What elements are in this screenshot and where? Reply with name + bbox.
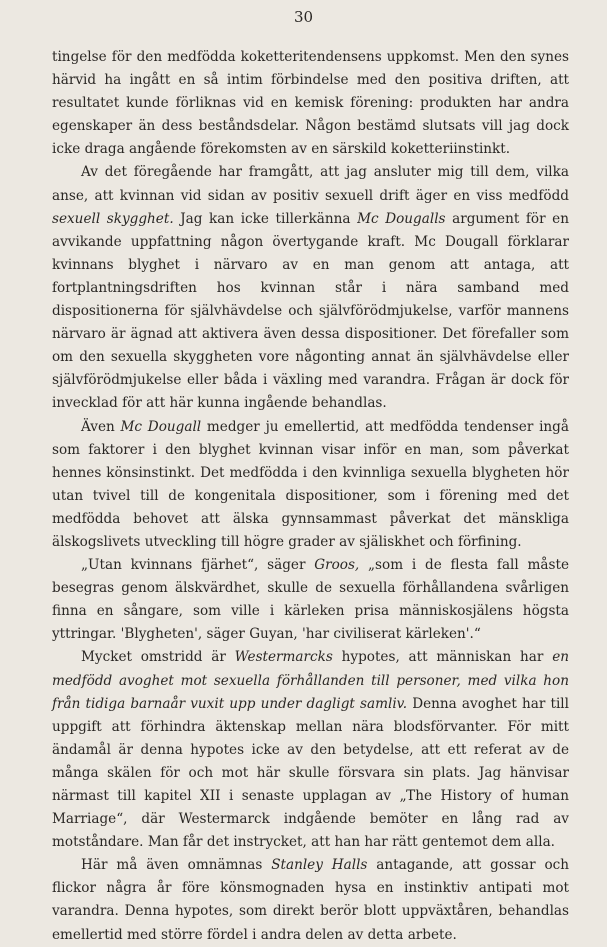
paragraph-5-emphasis-2: en medfödd avoghet mot sexuella förhållanden till personer, med vilka hon från tidiga barnaår vuxit upp under dagligt samliv. (52, 649, 569, 712)
paragraph-3-text: medger ju emellertid, att medfödda tendenser ingå som faktorer i den blyghet kvinnan visar inför en man, som påverkat hennes könsinstinkt. Det medfödda i den kvinnliga sexuella blygheten hör utan tvivel till de kongenitala dispositioner, som i förening med det medfödda behovet att älska gynnsammast påverkat det mänskliga älskogslivets utveckling till högre grader av själiskhet och förfining. (52, 418, 569, 550)
paragraph-1 (52, 46, 569, 161)
paragraph-2-text: Jag kan icke tillerkänna (173, 210, 358, 227)
paragraph-5-text: hypotes, att människan har (332, 649, 553, 666)
paragraph-6-emphasis-1: Stanley Halls (271, 857, 368, 874)
paragraph-3 (52, 416, 569, 555)
paragraph-5 (52, 646, 569, 854)
paragraph-6-text: Här må även omnämnas (81, 857, 272, 874)
paragraph-1-text: tingelse för den medfödda koketteritendensens uppkomst. Men den synes härvid ha ingått en så intim förbindelse med den positiva driften, att resultatet kunde förliknas vid en kemisk förening: produkten har andra egenskaper än dess beståndsdelar. Någon bestämd slutsats vill jag dock icke draga angående förekomsten av en särskild koketteriinstinkt. (52, 49, 569, 158)
page-number: 30 (293, 8, 314, 26)
paragraph-3-text: Även (81, 418, 121, 435)
paragraph-4-emphasis-1: Groos, (314, 557, 360, 574)
paragraph-2-emphasis-2: Mc Dougalls (357, 210, 446, 227)
paragraph-5-text: Denna avoghet har till uppgift att förhindra äktenskap mellan nära blodsförvanter. För mitt ändamål är denna hypotes icke av den betydelse, att ett referat av de många skälen för och mot här skulle försvara sin plats. Jag hänvisar närmast till kapitel XII i senaste upplagan av „The History of human Marriage“, där Westermarck indgående bemöter en lång rad av motståndare. Man får det instrycket, att han har rätt gentemot dem alla. (52, 695, 569, 851)
paragraph-5-emphasis-1: Westermarcks (234, 649, 333, 666)
paragraph-4-text: „Utan kvinnans fjärhet“, säger (81, 557, 315, 574)
paragraph-2 (52, 161, 569, 415)
paragraph-3-emphasis-1: Mc Dougall (120, 418, 202, 435)
paragraph-6-text: antagande, att gossar och flickor några år före könsmognaden hysa en instinktiv antipati mot varandra. Denna hypotes, som direkt berör blott uppväxtåren, behandlas emellertid med större fördel i andra delen av detta arbete. (52, 857, 569, 943)
body-text (52, 46, 569, 947)
paragraph-2-text: argument för en avvikande uppfattning någon övertygande kraft. Mc Dougall förklarar kvinnans blyghet i närvaro av en man genom att antaga, att fortplantningsdriften hos kvinnan står i nära samband med dispositionerna för självhävdelse och självförödmjukelse, varför mannens närvaro är ägnad att aktivera även dessa dispositioner. Det förefaller som om den sexuella skyggheten vore någonting annat än självhävdelse eller självförödmjukelse eller båda i växling med varandra. Frågan är dock för invecklad för att här kunna ingående behandlas. (52, 210, 569, 412)
paragraph-2-emphasis-1: sexuell skygghet. (52, 210, 174, 227)
paragraph-5-text: Mycket omstridd är (81, 649, 235, 666)
paragraph-6 (52, 854, 569, 946)
paragraph-4-text: „som i de flesta fall måste besegras genom älskvärdhet, skulle de sexuella förhållandena svårligen finna en sångare, som ville i kärleken prisa människosjälens högsta yttringar. 'Blygheten', säger Guyan, 'har civiliserat kärleken'.“ (52, 557, 569, 643)
paragraph-2-text: Av det föregående har framgått, att jag ansluter mig till dem, vilka anse, att kvinnan vid sidan av positiv sexuell drift äger en viss medfödd (52, 164, 569, 204)
paragraph-4 (52, 554, 569, 646)
